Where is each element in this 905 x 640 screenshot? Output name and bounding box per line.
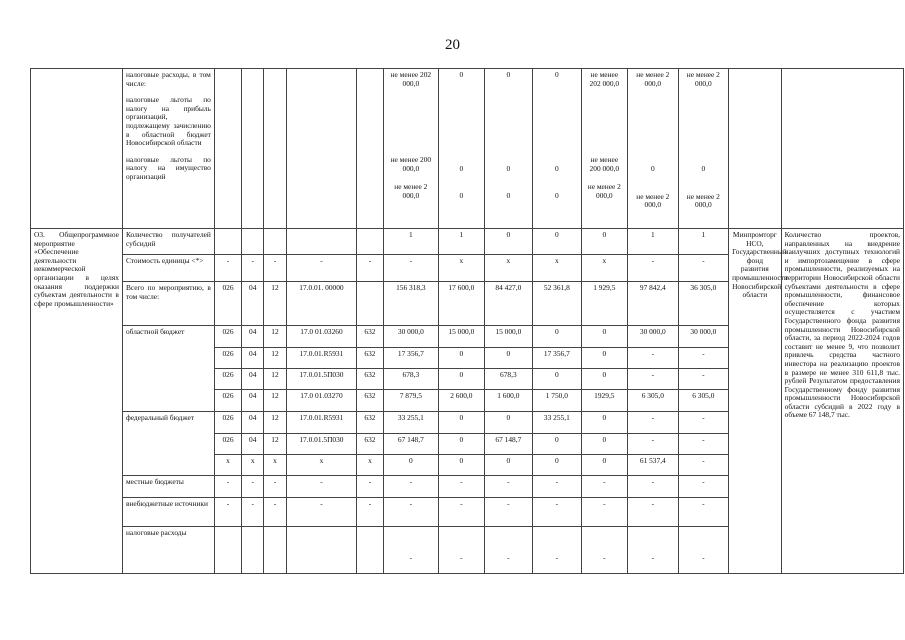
code-cell — [214, 527, 241, 574]
code-cell: - — [214, 476, 241, 498]
code-cell: 026 — [214, 434, 241, 455]
value-cell: 97 842,4 — [628, 282, 679, 326]
value-cell: 15 000,0 — [484, 326, 533, 348]
value-cell: 67 148,7 — [383, 434, 439, 455]
code-cell: 12 — [264, 434, 286, 455]
value-cell: 2 600,0 — [439, 390, 484, 412]
code-cell: 04 — [242, 369, 264, 390]
code-cell — [264, 527, 286, 574]
code-cell: 17.0 01.03260 — [286, 326, 357, 348]
code-cell: 026 — [214, 369, 241, 390]
value-cell: - — [439, 498, 484, 527]
value-cell: 0 — [533, 455, 582, 476]
code-cell: 632 — [357, 434, 383, 455]
value-cell: 36 305,0 — [678, 282, 729, 326]
value-cell: 0 — [439, 434, 484, 455]
event-rows — [31, 229, 904, 574]
code-cell: - — [264, 498, 286, 527]
code-cell — [264, 229, 286, 255]
value-cell: 0 — [484, 455, 533, 476]
value-cell: 0 — [581, 455, 627, 476]
code-cell — [357, 282, 383, 326]
code-cell: 632 — [357, 348, 383, 369]
value-cell: 0 — [484, 229, 533, 255]
program-table — [30, 68, 904, 574]
value-cell: 0 — [484, 412, 533, 434]
value-cell: - — [581, 527, 627, 574]
value-cell: - — [628, 527, 679, 574]
value-cell: - — [533, 527, 582, 574]
value-cell: 61 537,4 — [628, 455, 679, 476]
empty-event-cell — [31, 69, 123, 229]
code-cell: 04 — [242, 434, 264, 455]
value-cell: 15 000,0 — [439, 326, 484, 348]
value-cell: - — [678, 527, 729, 574]
value-cell: 52 361,8 — [533, 282, 582, 326]
value-cell: 0 — [581, 412, 627, 434]
indicator-label: Стоимость единицы <*> — [122, 255, 214, 282]
code-cell — [286, 229, 357, 255]
tax-label-total: налоговые расходы, в том числе: — [125, 70, 211, 88]
value-cell: - — [628, 412, 679, 434]
code-cell — [357, 229, 383, 255]
indicator-label: Количество получателей субсидий — [122, 229, 214, 255]
indicator-label: налоговые расходы — [122, 527, 214, 574]
value-cell: - — [678, 369, 729, 390]
tax-label-property: налоговые льготы по налогу на имущество организаций — [125, 154, 211, 181]
code-cell: 026 — [214, 326, 241, 348]
code-cell: 12 — [264, 282, 286, 326]
code-cell: 12 — [264, 369, 286, 390]
code-cell: x — [286, 455, 357, 476]
tax-2026-cell: не менее 2 000,0 0 не менее 2 000,0 — [678, 69, 729, 229]
value-cell: - — [628, 369, 679, 390]
value-cell: 0 — [484, 348, 533, 369]
code-cell: x — [214, 455, 241, 476]
code-cell: 026 — [214, 390, 241, 412]
value-cell: 0 — [439, 369, 484, 390]
value-cell: - — [484, 498, 533, 527]
value-cell: 0 — [581, 326, 627, 348]
code-cell: 17.0.01.5П030 — [286, 434, 357, 455]
tax-2024-cell: не менее 202 000,0 не менее 200 000,0 не менее 2 000,0 — [581, 69, 627, 229]
code-cell: - — [286, 476, 357, 498]
code-cell: 17.0 01.03270 — [286, 390, 357, 412]
value-cell: - — [383, 527, 439, 574]
code-cell: 04 — [242, 390, 264, 412]
value-cell: - — [383, 255, 439, 282]
value-cell: x — [439, 255, 484, 282]
code-cell: 026 — [214, 412, 241, 434]
value-cell: 0 — [581, 434, 627, 455]
code-cell: - — [286, 498, 357, 527]
code-cell: 026 — [214, 282, 241, 326]
code-cell: 17.0.01.R5931 — [286, 412, 357, 434]
value-cell: 1929,5 — [581, 390, 627, 412]
code-cell: - — [357, 476, 383, 498]
code-cell: - — [242, 476, 264, 498]
tax-2023-cell: 0 0 0 — [533, 69, 582, 229]
value-cell: 33 255,1 — [533, 412, 582, 434]
code-cell: - — [286, 255, 357, 282]
value-cell: 6 305,0 — [628, 390, 679, 412]
value-cell: - — [678, 412, 729, 434]
code-cell: 17.0.01. 00000 — [286, 282, 357, 326]
value-cell: - — [439, 476, 484, 498]
code-cell: - — [264, 476, 286, 498]
value-cell: 1 — [383, 229, 439, 255]
code-cell: 12 — [264, 348, 286, 369]
value-cell: 678,3 — [484, 369, 533, 390]
value-cell: 678,3 — [383, 369, 439, 390]
value-cell: 0 — [533, 369, 582, 390]
value-cell: 156 318,3 — [383, 282, 439, 326]
value-cell: - — [581, 476, 627, 498]
code-cell: 04 — [242, 282, 264, 326]
value-cell: 0 — [581, 348, 627, 369]
code-cell: 026 — [214, 348, 241, 369]
value-cell: - — [678, 455, 729, 476]
value-cell: 0 — [533, 434, 582, 455]
value-cell: - — [678, 434, 729, 455]
code-cell — [242, 229, 264, 255]
value-cell: - — [628, 476, 679, 498]
value-cell: - — [383, 476, 439, 498]
tax-2022-cell: 0 0 0 — [484, 69, 533, 229]
value-cell: - — [484, 476, 533, 498]
tax-total-cell: не менее 202 000,0 не менее 200 000,0 не менее 2 000,0 — [383, 69, 439, 229]
code-cell: 04 — [242, 348, 264, 369]
value-cell: 30 000,0 — [678, 326, 729, 348]
tax-2021-cell: 0 0 0 — [439, 69, 484, 229]
code-cell: x — [357, 455, 383, 476]
code-cell — [214, 229, 241, 255]
code-cell: 04 — [242, 412, 264, 434]
value-cell: x — [581, 255, 627, 282]
indicator-label: областной бюджет — [122, 326, 214, 412]
value-cell: - — [628, 434, 679, 455]
value-cell: 1 — [628, 229, 679, 255]
value-cell: 17 600,0 — [439, 282, 484, 326]
code-cell: - — [242, 498, 264, 527]
executor-cell: Минпромторг НСО, Государственный фонд развития промышленности Новосибирской области — [729, 229, 782, 574]
value-cell: 0 — [533, 229, 582, 255]
value-cell: - — [581, 498, 627, 527]
value-cell: - — [678, 255, 729, 282]
value-cell: - — [628, 348, 679, 369]
code-cell: 632 — [357, 326, 383, 348]
indicator-label: местные бюджеты — [122, 476, 214, 498]
value-cell: - — [628, 255, 679, 282]
value-cell: - — [678, 476, 729, 498]
code-cell — [357, 527, 383, 574]
page-number: 20 — [445, 37, 460, 53]
indicator-label: внебюджетные источники — [122, 498, 214, 527]
value-cell: - — [383, 498, 439, 527]
value-cell: 1 750,0 — [533, 390, 582, 412]
indicator-label: Всего по мероприятию, в том числе: — [122, 282, 214, 326]
value-cell: - — [484, 527, 533, 574]
value-cell: - — [628, 498, 679, 527]
value-cell: 1 — [439, 229, 484, 255]
value-cell: 7 879,5 — [383, 390, 439, 412]
tax-2025-cell: не менее 2 000,0 0 не менее 2 000,0 — [628, 69, 679, 229]
value-cell: 0 — [533, 326, 582, 348]
result-cell: Количество проектов, направленных на внедрение наилучших доступных технологий и импортозамещение в сфере промышленности, реализуемых на территории Новосибирской области субъектами деятельности в сфере промышленности, финансовое обеспечение которых осуществляется с участием Государственного фонда развития промышленности Новосибирской области, за период 2022-2024 годов составит не менее 9, что позволит привлечь средства частного инвестора на реализацию проектов в размере не менее 310 611,8 тыс. рублей Результатом предоставления Государственному фонду развития промышленности Новосибирской области субсидий в 2022 году в объеме 67 148,7 тыс. — [781, 229, 903, 574]
value-cell: 1 600,0 — [484, 390, 533, 412]
code-cell: 17.0.01.R5931 — [286, 348, 357, 369]
code-cell: 17.0.01.5П030 — [286, 369, 357, 390]
value-cell: 0 — [581, 229, 627, 255]
code-cell: - — [214, 498, 241, 527]
code-cell: - — [264, 255, 286, 282]
code-cell: - — [242, 255, 264, 282]
value-cell: 17 356,7 — [383, 348, 439, 369]
code-cell: x — [242, 455, 264, 476]
value-cell: 67 148,7 — [484, 434, 533, 455]
code-cell: 12 — [264, 412, 286, 434]
value-cell: 1 929,5 — [581, 282, 627, 326]
code-cell: 632 — [357, 390, 383, 412]
value-cell: 6 305,0 — [678, 390, 729, 412]
value-cell: 0 — [383, 455, 439, 476]
value-cell: - — [678, 348, 729, 369]
value-cell: 1 — [678, 229, 729, 255]
value-cell: 0 — [439, 348, 484, 369]
table-row — [31, 229, 904, 255]
value-cell: 17 356,7 — [533, 348, 582, 369]
tax-labels-cell — [122, 69, 214, 229]
code-cell: - — [357, 255, 383, 282]
tax-expenses-row — [31, 69, 904, 229]
value-cell: 33 255,1 — [383, 412, 439, 434]
code-cell — [242, 527, 264, 574]
value-cell: - — [678, 498, 729, 527]
value-cell: 30 000,0 — [628, 326, 679, 348]
indicator-label: федеральный бюджет — [122, 412, 214, 476]
code-cell: - — [357, 498, 383, 527]
event-name-cell: О3. Общепрограммное мероприятие «Обеспечение деятельности некоммерческой организации в целях оказания поддержки субъектам деятельности в сфере промышленности» — [31, 229, 123, 574]
value-cell: - — [533, 476, 582, 498]
code-cell — [286, 527, 357, 574]
value-cell: x — [533, 255, 582, 282]
value-cell: 0 — [439, 412, 484, 434]
value-cell: 84 427,0 — [484, 282, 533, 326]
code-cell: 12 — [264, 326, 286, 348]
value-cell: x — [484, 255, 533, 282]
value-cell: - — [439, 527, 484, 574]
value-cell: 0 — [439, 455, 484, 476]
tax-label-profit: налоговые льготы по налогу на прибыль организаций, подлежащему зачислению в областной бюджет Новосибирской области — [125, 95, 211, 148]
code-cell: - — [214, 255, 241, 282]
code-cell: 632 — [357, 412, 383, 434]
value-cell: - — [533, 498, 582, 527]
value-cell: 30 000,0 — [383, 326, 439, 348]
code-cell: 632 — [357, 369, 383, 390]
code-cell: 12 — [264, 390, 286, 412]
value-cell: 0 — [581, 369, 627, 390]
code-cell: x — [264, 455, 286, 476]
code-cell: 04 — [242, 326, 264, 348]
